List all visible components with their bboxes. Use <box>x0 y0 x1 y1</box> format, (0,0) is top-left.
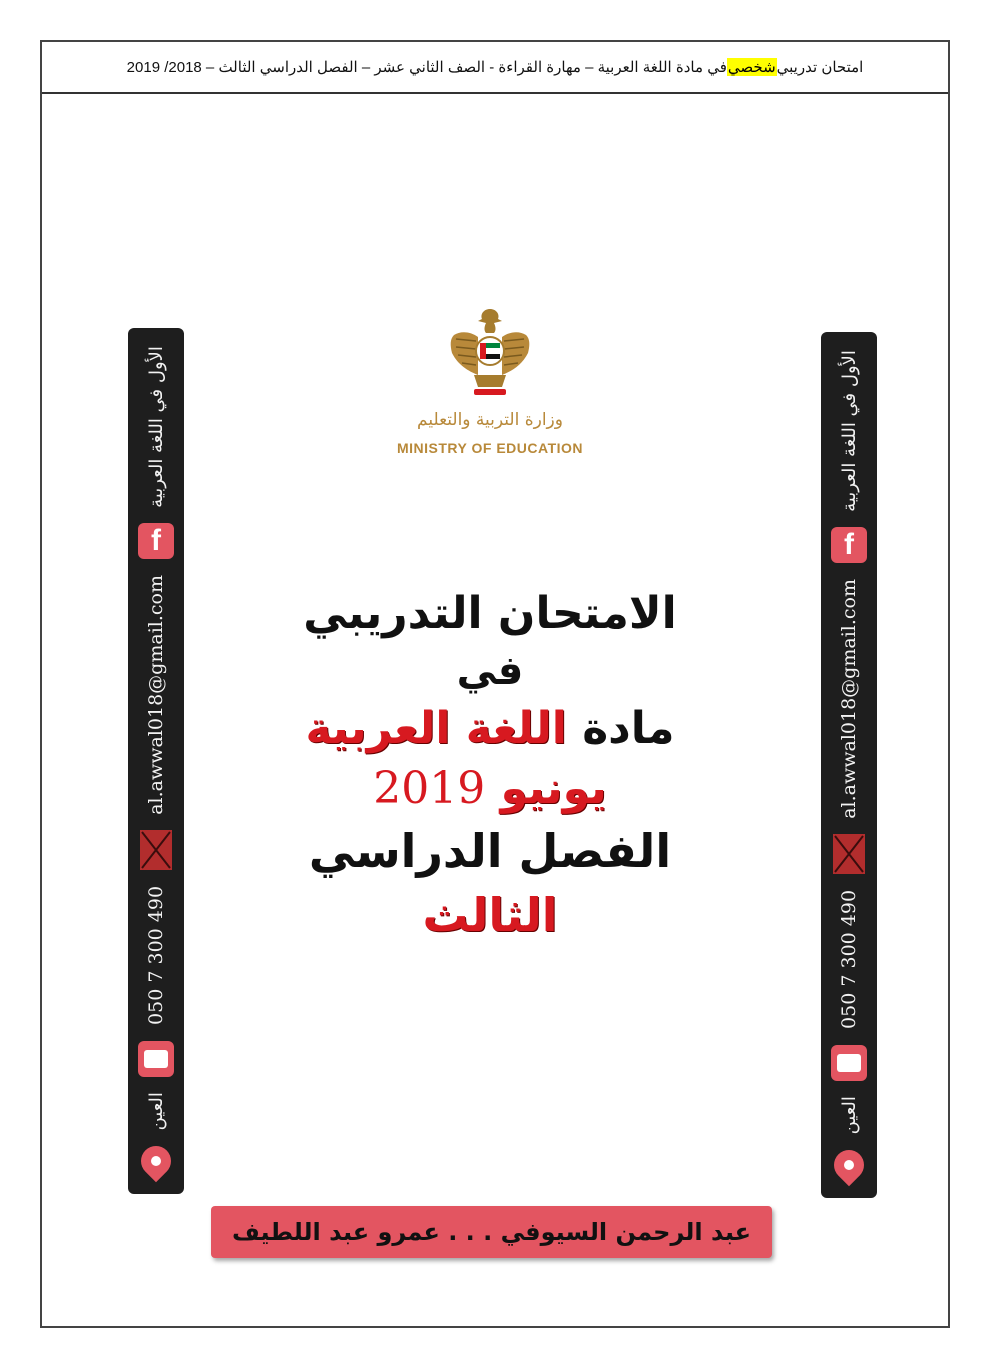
facebook-icon[interactable] <box>138 523 174 559</box>
cover-title <box>250 585 730 947</box>
ministry-name-english: MINISTRY OF EDUCATION <box>396 440 584 456</box>
facebook-icon[interactable] <box>831 527 867 563</box>
contact-bar-left <box>128 328 184 1194</box>
phone-icon <box>831 1045 867 1081</box>
title-month: يونيو <box>485 763 607 814</box>
title-subject-label: مادة <box>566 703 675 754</box>
email-icon <box>140 830 172 870</box>
contact-brand: الأول في اللغة العربية <box>145 346 167 508</box>
ministry-name-arabic: وزارة التربية والتعليم <box>417 410 563 430</box>
title-line-date <box>250 759 730 819</box>
header-highlight: شخصي <box>727 59 776 76</box>
contact-phone: 050 7 300 490 <box>838 889 860 1029</box>
location-pin-icon <box>135 1140 177 1182</box>
title-year: 2019 <box>373 763 486 814</box>
contact-city: العين <box>838 1096 860 1135</box>
phone-icon <box>138 1041 174 1077</box>
header-text-post: في مادة اللغة العربية – مهارة القراءة - الصف الثاني عشر – الفصل الدراسي الثالث – 2018/ 2019 <box>126 59 727 76</box>
location-pin-icon <box>828 1144 870 1186</box>
authors-text: عبد الرحمن السيوفي . . . عمرو عبد اللطيف <box>231 1218 752 1246</box>
contact-email[interactable]: al.awwal018@gmail.com <box>838 579 860 819</box>
facebook-letter: f <box>151 524 161 558</box>
page-header <box>42 42 948 94</box>
title-subject-name: اللغة العربية <box>305 703 567 754</box>
title-line-in: في <box>456 648 524 694</box>
contact-bar-right <box>821 332 877 1198</box>
title-term-ordinal: الثالث <box>422 888 558 942</box>
contact-brand: الأول في اللغة العربية <box>838 350 860 512</box>
title-line-subject <box>250 699 730 759</box>
contact-phone: 050 7 300 490 <box>145 885 167 1025</box>
title-term-label: الفصل الدراسي <box>308 824 672 878</box>
title-line-exam: الامتحان التدريبي <box>303 588 677 639</box>
authors-banner <box>211 1206 772 1258</box>
header-text-pre: امتحان تدريبي <box>776 59 864 76</box>
uae-emblem-icon <box>440 305 540 400</box>
title-line-term <box>250 819 730 947</box>
email-icon <box>833 834 865 874</box>
facebook-letter: f <box>844 528 854 562</box>
contact-city: العين <box>145 1092 167 1131</box>
contact-email[interactable]: al.awwal018@gmail.com <box>145 575 167 815</box>
